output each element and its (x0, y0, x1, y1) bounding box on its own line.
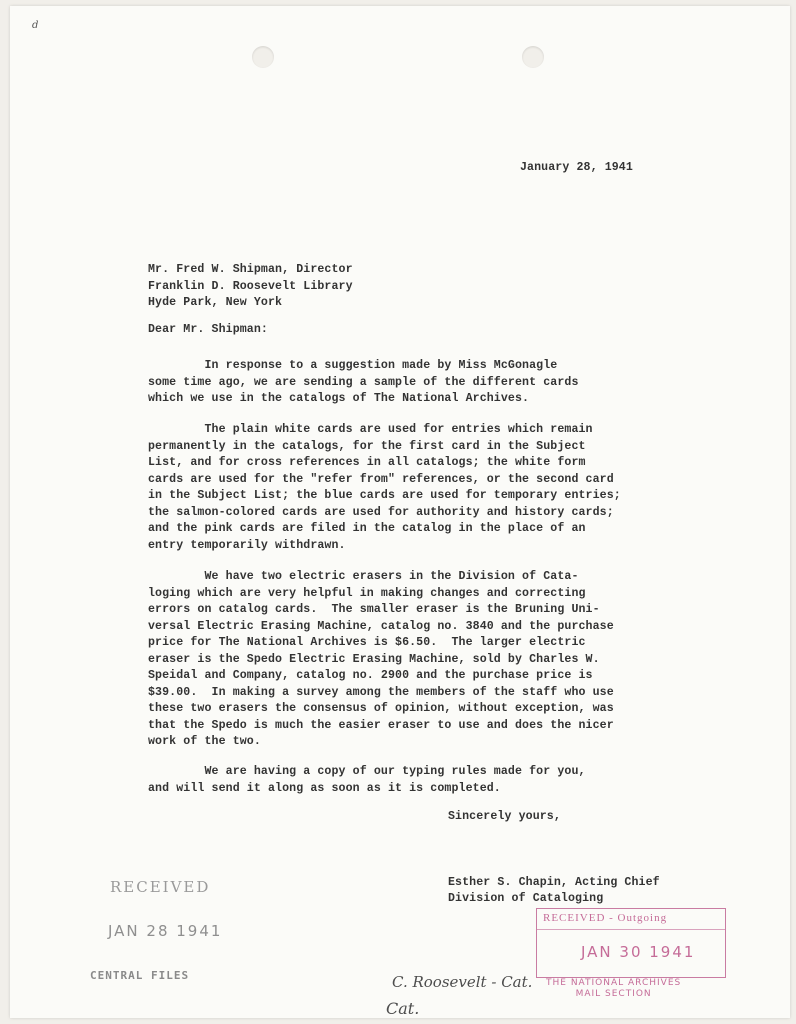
text-line: the salmon-colored cards are used for authority and history cards; (148, 505, 614, 519)
text-line: errors on catalog cards. The smaller eraser is the Bruning Uni- (148, 603, 600, 616)
punch-hole-right (522, 46, 544, 68)
paragraph-1 (148, 358, 579, 408)
signature-name: Esther S. Chapin, Acting Chief (448, 876, 660, 889)
text-line: and will send it along as soon as it is completed. (148, 781, 501, 795)
text-line: permanently in the catalogs, for the first card in the Subject (148, 439, 586, 453)
text-line: eraser is the Spedo Electric Erasing Machine, sold by Charles W. (148, 652, 600, 666)
text-line: price for The National Archives is $6.50. The larger electric (148, 636, 586, 649)
stamp-divider (537, 929, 725, 930)
text-line: loging which are very helpful in making changes and correcting (148, 586, 586, 600)
outgoing-stamp-section: MAIL SECTION (575, 989, 652, 999)
received-stamp: RECEIVED (110, 878, 211, 896)
text-line: Speidal and Company, catalog no. 2900 and the purchase price is (148, 669, 593, 682)
text-line: and the pink cards are filed in the catalog in the place of an (148, 522, 586, 535)
text-line: versal Electric Erasing Machine, catalog no. 3840 and the purchase (148, 619, 614, 633)
text-line: some time ago, we are sending a sample of the different cards (148, 375, 579, 389)
letter-date: January 28, 1941 (520, 161, 633, 174)
text-line: cards are used for the "refer from" references, or the second card (148, 472, 614, 486)
address-line: Mr. Fred W. Shipman, Director (148, 263, 353, 276)
address-line: Hyde Park, New York (148, 296, 283, 309)
received-stamp-date: JAN 28 1941 (108, 922, 223, 940)
handwritten-note-2: Cat. (386, 999, 420, 1018)
signature-title: Division of Cataloging (448, 892, 604, 905)
text-line: The plain white cards are used for entries which remain (148, 423, 593, 436)
text-line: We are having a copy of our typing rules made for you, (148, 765, 586, 778)
outgoing-stamp (536, 908, 726, 978)
text-line: List, and for cross references in all catalogs; the white form (148, 456, 586, 469)
punch-hole-left (252, 46, 274, 68)
text-line: In response to a suggestion made by Miss McGonagle (148, 359, 558, 372)
text-line: work of the two. (148, 735, 261, 748)
handwritten-note: C. Roosevelt - Cat. (392, 973, 533, 991)
corner-mark: d (32, 20, 39, 31)
paragraph-4 (148, 764, 586, 797)
central-files-stamp: CENTRAL FILES (90, 969, 190, 982)
outgoing-stamp-date: JAN 30 1941 (581, 943, 696, 961)
text-line: that the Spedo is much the easier eraser to use and does the nicer (148, 718, 614, 732)
closing: Sincerely yours, (448, 810, 561, 823)
address-line: Franklin D. Roosevelt Library (148, 279, 353, 293)
letter-page (10, 6, 790, 1018)
text-line: $39.00. In making a survey among the members of the staff who use (148, 685, 614, 699)
text-line: entry temporarily withdrawn. (148, 538, 346, 552)
paragraph-3 (148, 569, 614, 751)
outgoing-stamp-org: THE NATIONAL ARCHIVES (546, 978, 682, 988)
text-line: these two erasers the consensus of opinion, without exception, was (148, 702, 614, 715)
text-line: We have two electric erasers in the Division of Cata- (148, 570, 579, 583)
salutation: Dear Mr. Shipman: (148, 323, 268, 336)
paragraph-2 (148, 422, 621, 554)
outgoing-stamp-footer (546, 978, 681, 1000)
text-line: which we use in the catalogs of The National Archives. (148, 392, 530, 405)
text-line: in the Subject List; the blue cards are used for temporary entries; (148, 489, 621, 502)
recipient-address (148, 262, 353, 312)
outgoing-stamp-header: RECEIVED - Outgoing (543, 912, 668, 924)
